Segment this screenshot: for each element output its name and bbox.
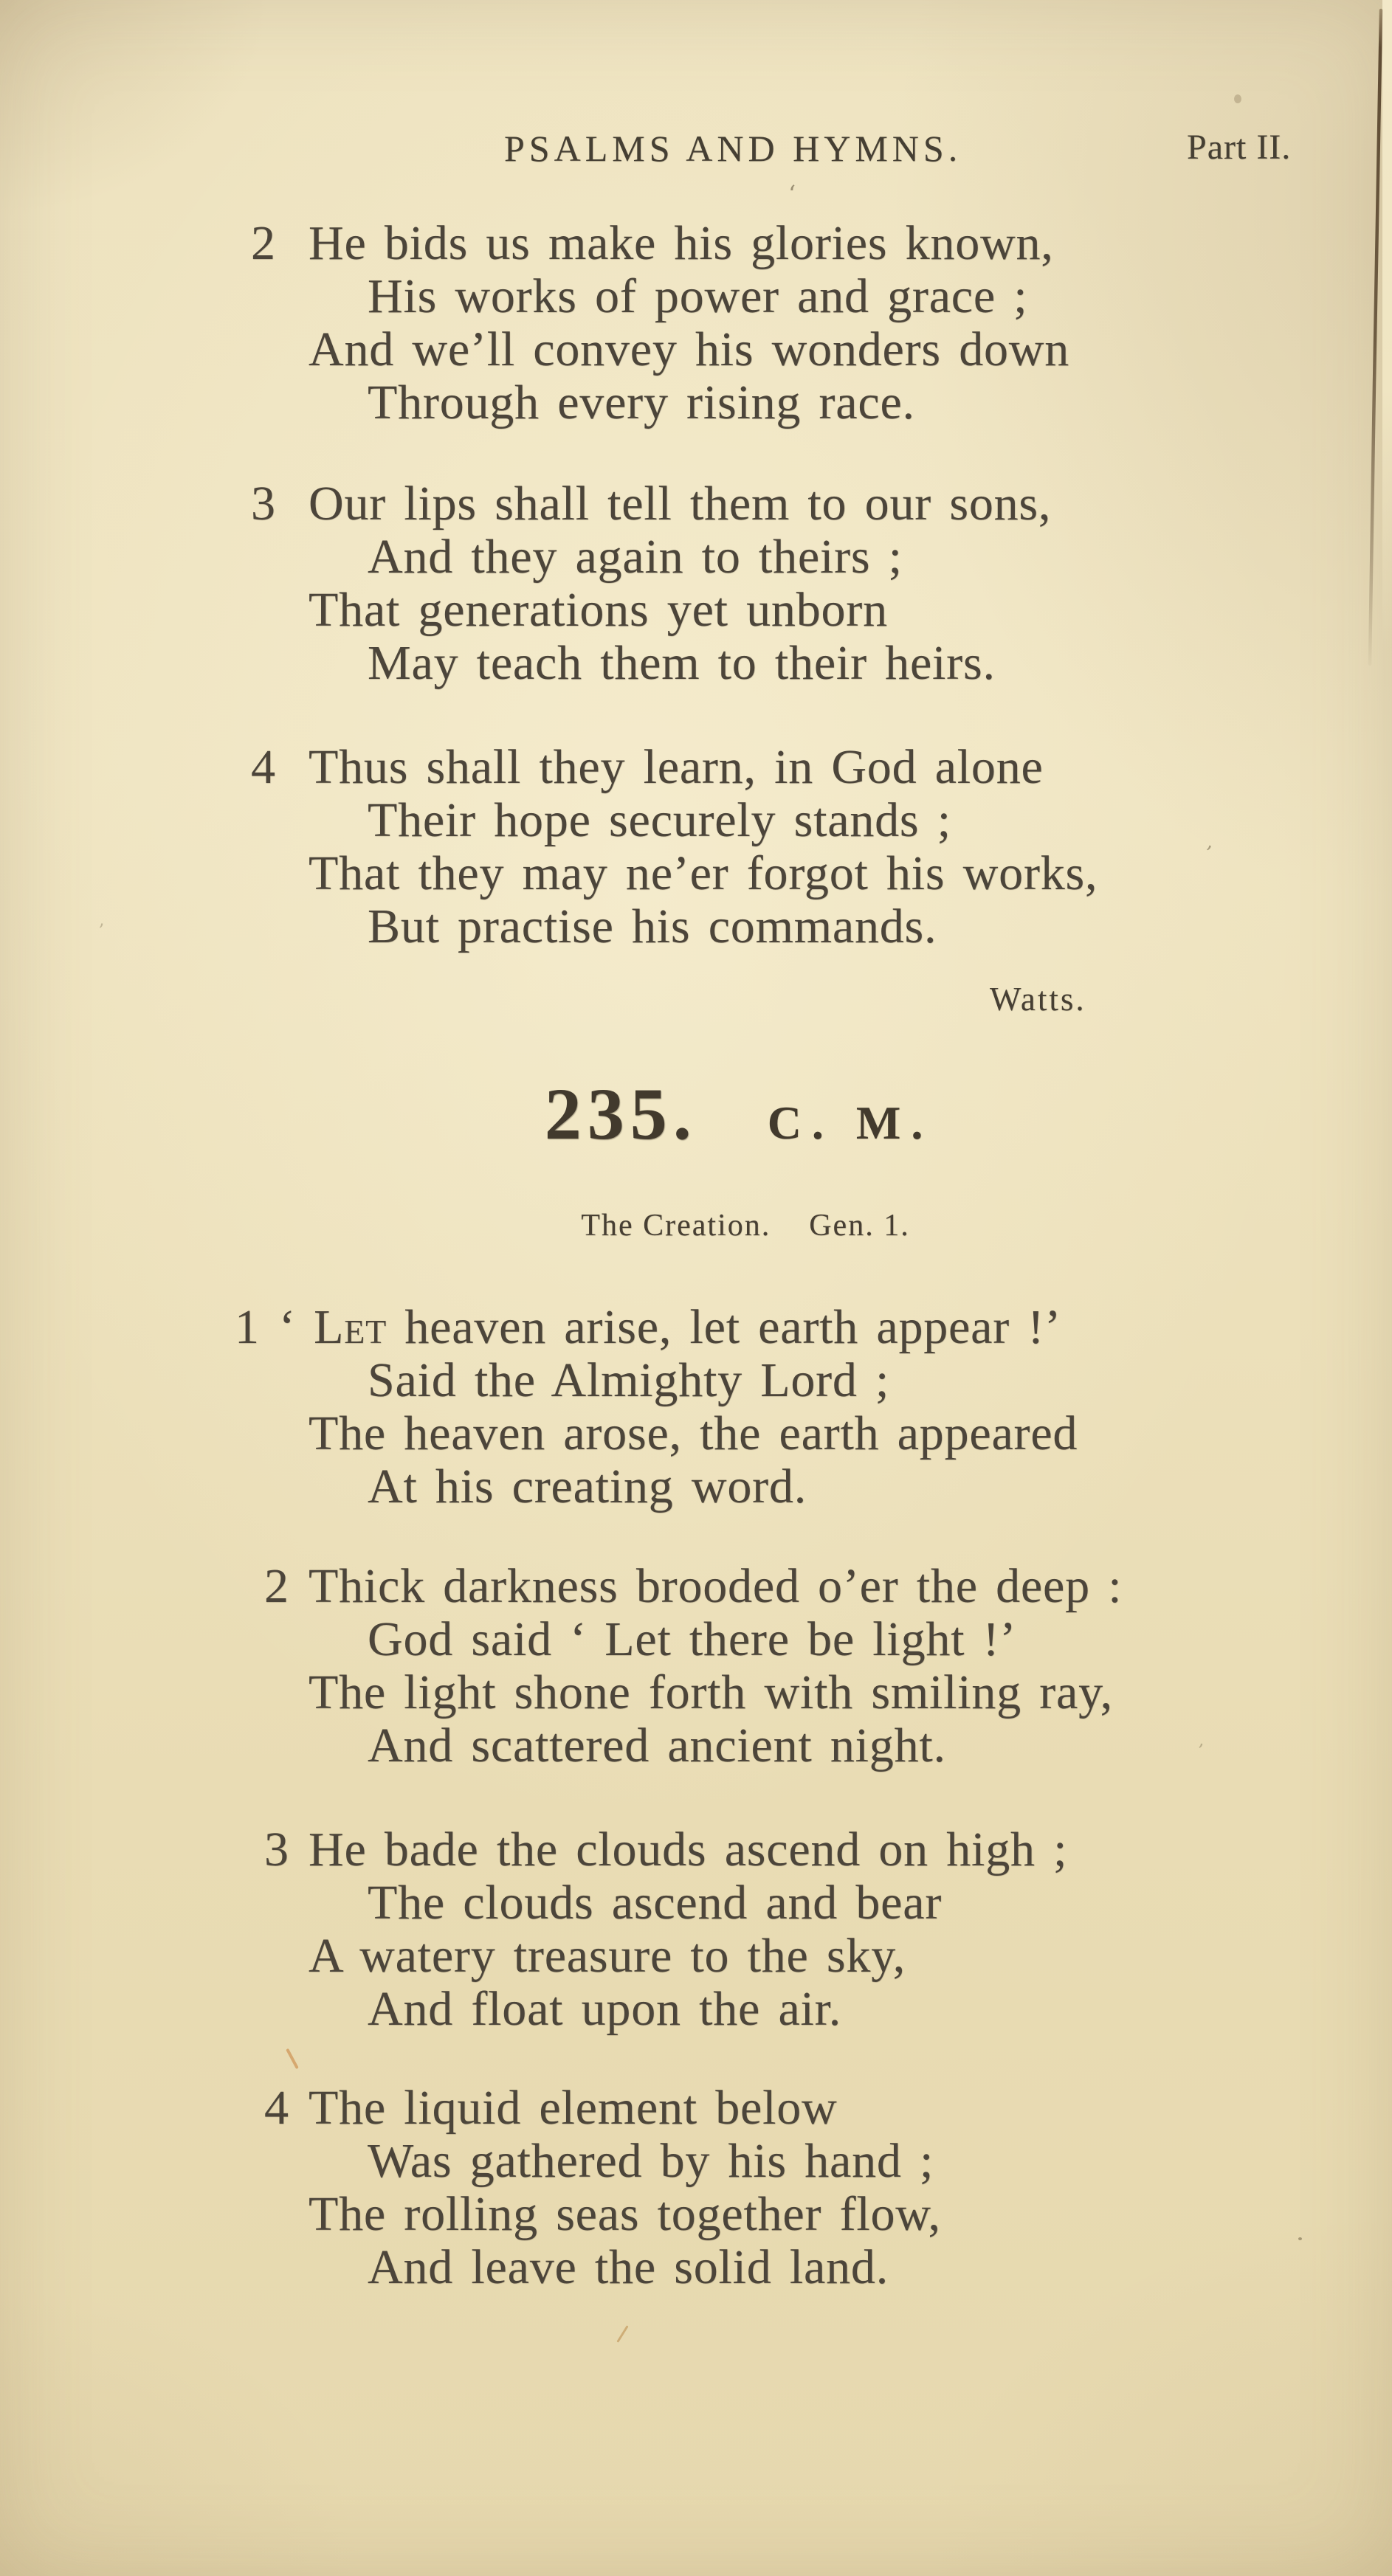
author-attribution: Watts.	[990, 981, 1086, 1018]
verse-line	[279, 1300, 1238, 1354]
paper-speck: ’	[1196, 1739, 1205, 1762]
verse-line: His works of power and grace ;	[368, 269, 1028, 323]
verse-line: Our lips shall tell them to our sons,	[309, 477, 1052, 531]
verse-line: The heaven arose, the earth appeared	[309, 1406, 1078, 1460]
paper-fiber	[616, 2325, 628, 2343]
verse-line: A watery treasure to the sky,	[309, 1929, 906, 1983]
hymn-subtitle	[49, 1209, 1392, 1243]
verse-line: The liquid element below	[309, 2081, 838, 2135]
verse-line: Through every rising race.	[368, 376, 915, 429]
stanza	[264, 2081, 1238, 2294]
part-label: Part II.	[1187, 128, 1292, 167]
verse-line: And we’ll convey his wonders down	[309, 322, 1070, 376]
verse-line: God said ‘ Let there be light !’	[368, 1612, 1017, 1666]
verse-line: May teach them to their heirs.	[368, 636, 996, 690]
verse-number: 3	[251, 477, 276, 531]
verse-line: That generations yet unborn	[309, 583, 888, 637]
verse-line: Thus shall they learn, in God alone	[309, 740, 1044, 794]
stanza	[235, 1300, 1238, 1513]
stanza	[264, 1823, 1238, 2036]
verse-number: 3	[264, 1823, 289, 1876]
verse-line: The clouds ascend and bear	[368, 1876, 943, 1930]
stanza	[264, 1559, 1238, 1772]
paper-speck: ‘	[788, 180, 796, 208]
verse-line: And scattered ancient night.	[368, 1719, 946, 1772]
paper-speck: ,	[99, 909, 105, 930]
verse-line: The rolling seas together flow,	[309, 2187, 941, 2241]
stanza	[251, 216, 1238, 429]
stanza	[251, 740, 1238, 953]
small-caps-lead-word: Let	[314, 1300, 387, 1354]
subtitle-reference: Gen. 1.	[809, 1209, 910, 1243]
verse-number: 2	[264, 1559, 289, 1613]
verse-number: 2	[251, 216, 276, 270]
verse-line: And they again to theirs ;	[368, 530, 903, 584]
verse-line: Was gathered by his hand ;	[368, 2134, 934, 2188]
verse-line: But practise his commands.	[368, 899, 937, 953]
hymn-meter: C. M.	[767, 1097, 934, 1149]
verse-line-rest: heaven arise, let earth appear !’	[387, 1300, 1061, 1354]
verse-line: The light shone forth with smiling ray,	[309, 1665, 1113, 1719]
stanza	[251, 477, 1238, 690]
verse-number: 1	[235, 1300, 260, 1354]
hymn-number: 235.	[544, 1073, 697, 1155]
paper-fiber	[286, 2048, 299, 2069]
verse-line: Said the Almighty Lord ;	[368, 1353, 890, 1407]
open-quote: ‘	[279, 1300, 314, 1354]
hymn-heading	[43, 1073, 1392, 1173]
verse-line: Their hope securely stands ;	[368, 793, 951, 847]
verse-line: And float upon the air.	[368, 1982, 842, 2036]
verse-line: That they may ne’er forgot his works,	[309, 846, 1098, 900]
paper-speck: ’	[1202, 840, 1214, 866]
verse-line: He bade the clouds ascend on high ;	[309, 1823, 1068, 1876]
verse-line: He bids us make his glories known,	[309, 216, 1054, 270]
paper-smudge	[1234, 94, 1241, 103]
running-head-title: PSALMS AND HYMNS.	[504, 128, 962, 169]
verse-line: At his creating word.	[368, 1460, 807, 1513]
subtitle-title: The Creation.	[581, 1209, 771, 1243]
page-edge-line	[1357, 0, 1392, 679]
verse-line: And leave the solid land.	[368, 2240, 889, 2294]
verse-line: Thick darkness brooded o’er the deep :	[309, 1559, 1123, 1613]
verse-number: 4	[264, 2081, 289, 2135]
paper-speck	[1298, 2237, 1302, 2240]
verse-number: 4	[251, 740, 276, 794]
